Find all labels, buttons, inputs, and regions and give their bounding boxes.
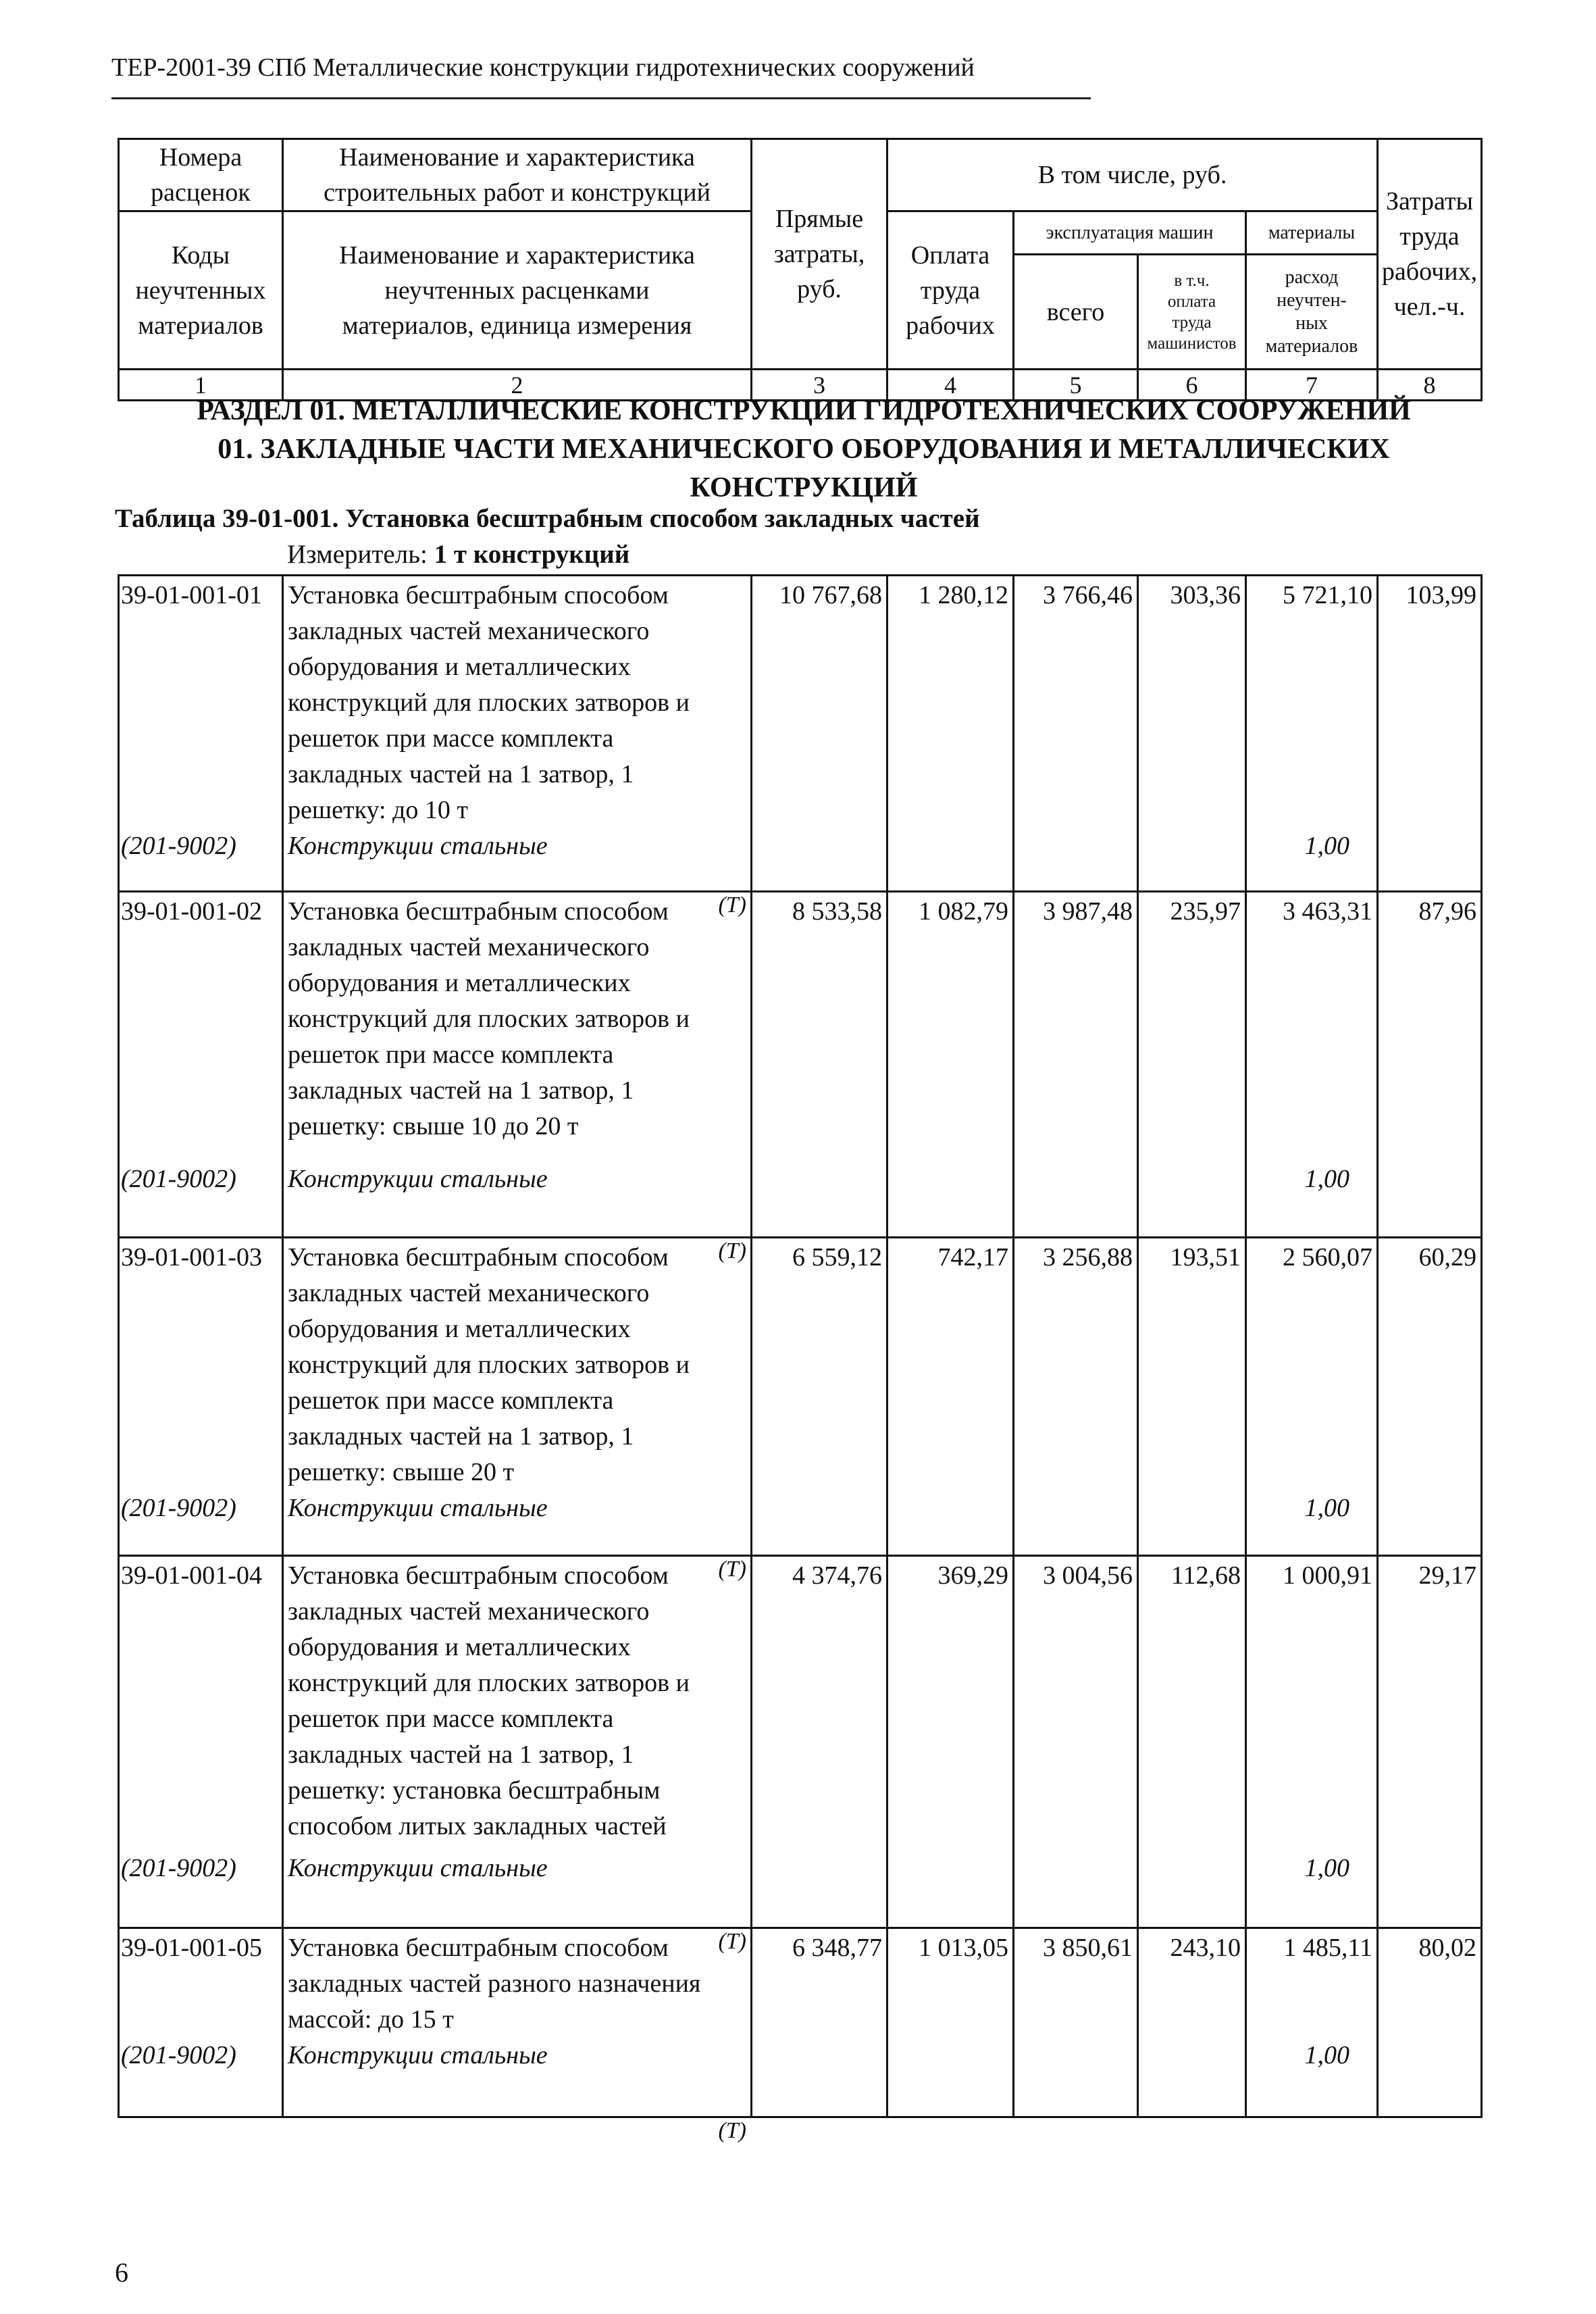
description-line: оборудования и металлических [288, 1633, 631, 1661]
material-code: (201-9002) [119, 1851, 283, 1928]
description-line: оборудования и металлических [288, 653, 631, 681]
header-machinist-pay: в т.ч. оплата труда машинистов [1138, 255, 1246, 370]
rate-code: 39-01-001-01 [119, 576, 283, 829]
rate-description [283, 576, 752, 829]
material-code: (201-9002) [119, 1490, 283, 1556]
material-unit: (Т) [718, 892, 746, 917]
direct-costs: 10 767,68 [752, 576, 887, 829]
table-row [119, 576, 1482, 829]
table-row [119, 891, 1482, 1161]
description-line: конструкций для плоских затворов и [288, 1350, 690, 1379]
column-number: 2 [283, 370, 752, 401]
direct-costs: 6 559,12 [752, 1237, 887, 1490]
description-line: конструкций для плоских затворов и [288, 1669, 690, 1697]
labor-pay: 742,17 [887, 1237, 1014, 1490]
machinist-pay: 235,97 [1138, 891, 1246, 1161]
description-line: закладных частей на 1 затвор, 1 [288, 1076, 634, 1105]
material-name: Конструкции стальные (Т) [283, 1851, 752, 1928]
machinist-pay: 243,10 [1138, 1928, 1246, 2038]
materials-cost: 2 560,07 [1246, 1237, 1378, 1490]
material-row [119, 1851, 1482, 1928]
column-number: 5 [1014, 370, 1138, 401]
labor-hours: 103,99 [1378, 576, 1482, 829]
table-row [119, 1556, 1482, 1851]
description-line: закладных частей на 1 затвор, 1 [288, 1740, 634, 1769]
description-line: закладных частей механического [288, 1597, 650, 1626]
section-title [101, 392, 1506, 507]
description-line: решетку: установка бесштрабным [288, 1776, 661, 1805]
material-unit: (Т) [718, 1238, 746, 1263]
column-header-table [118, 138, 1483, 401]
material-row [119, 1490, 1482, 1556]
rate-code: 39-01-001-03 [119, 1237, 283, 1490]
machinist-pay: 112,68 [1138, 1556, 1246, 1851]
header-materials: материалы [1246, 211, 1378, 255]
direct-costs: 8 533,58 [752, 891, 887, 1161]
labor-hours: 87,96 [1378, 891, 1482, 1161]
header-including-group: В том числе, руб. [887, 139, 1378, 211]
description-line: оборудования и металлических [288, 968, 631, 997]
description-line: закладных частей механического [288, 617, 650, 645]
rate-description [283, 1237, 752, 1490]
machines-total: 3 766,46 [1014, 576, 1138, 829]
material-quantity: 1,00 [1246, 1161, 1378, 1237]
column-number: 8 [1378, 370, 1482, 401]
description-line: решеток при массе комплекта [288, 1386, 614, 1415]
column-number: 4 [887, 370, 1014, 401]
header-rule [111, 97, 1091, 99]
column-number: 7 [1246, 370, 1378, 401]
material-code: (201-9002) [119, 828, 283, 891]
materials-cost: 3 463,31 [1246, 891, 1378, 1161]
header-labor-pay: Оплата труда рабочих [887, 211, 1014, 370]
description-line: решеток при массе комплекта [288, 1040, 614, 1069]
header-work-name: Наименование и характеристика строительных работ и конструкций [283, 139, 752, 211]
material-quantity: 1,00 [1246, 2038, 1378, 2117]
description-line: решеток при массе комплекта [288, 1705, 614, 1733]
machinist-pay: 193,51 [1138, 1237, 1246, 1490]
description-line: закладных частей разного назначения [288, 1969, 701, 1998]
header-machine-operation: эксплуатация машин [1014, 211, 1246, 255]
description-line: решетку: свыше 10 до 20 т [288, 1111, 579, 1140]
material-unit: (Т) [718, 1557, 746, 1582]
material-code: (201-9002) [119, 2038, 283, 2117]
rate-description [283, 1556, 752, 1851]
material-code: (201-9002) [119, 1161, 283, 1237]
description-line: Установка бесштрабным способом [288, 1561, 669, 1590]
rate-description [283, 891, 752, 1161]
material-name: Конструкции стальные (Т) [283, 1161, 752, 1237]
material-name: Конструкции стальные (Т) [283, 1490, 752, 1556]
section-title-line: КОНСТРУКЦИЙ [690, 472, 918, 503]
column-number: 6 [1138, 370, 1246, 401]
description-line: Установка бесштрабным способом [288, 1242, 669, 1272]
rate-code: 39-01-001-02 [119, 891, 283, 1161]
description-line: оборудования и металлических [288, 1314, 631, 1343]
measure-unit: Измеритель: 1 т конструкций [287, 540, 630, 569]
material-unit: (Т) [718, 1929, 746, 1954]
machines-total: 3 256,88 [1014, 1237, 1138, 1490]
header-direct-costs: Прямые затраты, руб. [752, 139, 887, 370]
header-material-codes: Коды неучтенных материалов [119, 211, 283, 370]
table-row [119, 1237, 1482, 1490]
table-title: Таблица 39-01-001. Установка бесштрабным способом закладных частей [115, 504, 980, 533]
materials-cost: 1 485,11 [1246, 1928, 1378, 2038]
description-line: Установка бесштрабным способом [288, 897, 669, 926]
material-quantity: 1,00 [1246, 1851, 1378, 1928]
materials-cost: 5 721,10 [1246, 576, 1378, 829]
labor-hours: 29,17 [1378, 1556, 1482, 1851]
description-line: закладных частей механического [288, 1278, 650, 1307]
rates-table [118, 574, 1483, 2143]
material-row [119, 1161, 1482, 1237]
header-rate-numbers: Номера расценок [119, 139, 283, 211]
labor-pay: 1 280,12 [887, 576, 1014, 829]
rate-code: 39-01-001-05 [119, 1928, 283, 2038]
rate-description [283, 1928, 752, 2038]
description-line: решеток при массе комплекта [288, 724, 614, 753]
labor-hours: 60,29 [1378, 1237, 1482, 1490]
labor-pay: 1 082,79 [887, 891, 1014, 1161]
header-unaccounted-materials: расход неучтен- ных материалов [1246, 255, 1378, 370]
description-line: закладных частей на 1 затвор, 1 [288, 760, 634, 788]
material-quantity: 1,00 [1246, 1490, 1378, 1556]
description-line: массой: до 15 т [288, 2005, 454, 2034]
description-line: Установка бесштрабным способом [288, 581, 669, 609]
material-row [119, 828, 1482, 891]
description-line: Установка бесштрабным способом [288, 1934, 669, 1962]
machines-total: 3 987,48 [1014, 891, 1138, 1161]
description-line: способом литых закладных частей [288, 1812, 667, 1840]
section-title-line: 01. ЗАКЛАДНЫЕ ЧАСТИ МЕХАНИЧЕСКОГО ОБОРУДОВАНИЯ И МЕТАЛЛИЧЕСКИХ [217, 434, 1390, 465]
material-name: Конструкции стальные (Т) [283, 828, 752, 891]
rate-code: 39-01-001-04 [119, 1556, 283, 1851]
machines-total: 3 850,61 [1014, 1928, 1138, 2038]
page-header-title: ТЕР-2001-39 СПб Металлические конструкции гидротехнических сооружений [111, 53, 975, 82]
labor-pay: 369,29 [887, 1556, 1014, 1851]
labor-hours: 80,02 [1378, 1928, 1482, 2038]
labor-pay: 1 013,05 [887, 1928, 1014, 2038]
header-material-name: Наименование и характеристика неучтенных расценками материалов, единица измерения [283, 211, 752, 370]
section-title-line: РАЗДЕЛ 01. МЕТАЛЛИЧЕСКИЕ КОНСТРУКЦИИ ГИДРОТЕХНИЧЕСКИХ СООРУЖЕНИЙ [197, 395, 1411, 426]
column-number: 3 [752, 370, 887, 401]
machines-total: 3 004,56 [1014, 1556, 1138, 1851]
materials-cost: 1 000,91 [1246, 1556, 1378, 1851]
header-machines-total: всего [1014, 255, 1138, 370]
description-line: решетку: до 10 т [288, 796, 469, 824]
material-unit: (Т) [718, 2117, 746, 2143]
description-line: конструкций для плоских затворов и [288, 688, 690, 717]
direct-costs: 4 374,76 [752, 1556, 887, 1851]
table-row [119, 1928, 1482, 2038]
description-line: конструкций для плоских затворов и [288, 1004, 690, 1033]
material-row [119, 2038, 1482, 2117]
material-name: Конструкции стальные (Т) [283, 2038, 752, 2117]
header-labor-hours: Затраты труда рабочих, чел.-ч. [1378, 139, 1482, 370]
direct-costs: 6 348,77 [752, 1928, 887, 2038]
column-number: 1 [119, 370, 283, 401]
page-number: 6 [115, 2257, 128, 2288]
description-line: решетку: свыше 20 т [288, 1457, 515, 1486]
machinist-pay: 303,36 [1138, 576, 1246, 829]
description-line: закладных частей механического [288, 932, 650, 961]
description-line: закладных частей на 1 затвор, 1 [288, 1422, 634, 1451]
material-quantity: 1,00 [1246, 828, 1378, 891]
